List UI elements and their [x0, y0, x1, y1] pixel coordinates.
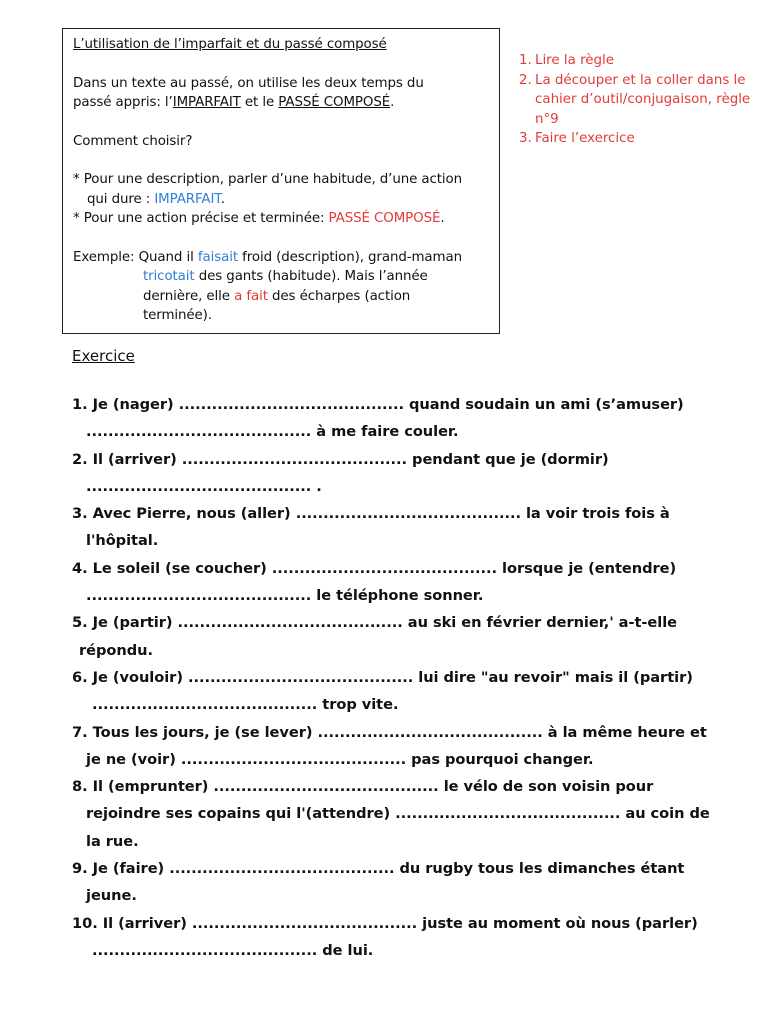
imparfait-term: IMPARFAIT — [172, 95, 241, 110]
rule-example-line1 — [73, 248, 499, 268]
instruction-steps — [519, 51, 768, 149]
step-number: 1. — [519, 53, 532, 68]
intro-text: passé appris: l’ — [73, 95, 173, 110]
example-text: Quand il — [138, 249, 198, 265]
exercise-line: je ne (voir) ......................................... pas pourquoi changer. — [86, 750, 594, 768]
example-verb-passe-compose: a fait — [234, 288, 268, 304]
exercise-line: 3. Avec Pierre, nous (aller) ......................................... la voir trois fois à — [72, 505, 670, 523]
exercise-line: rejoindre ses copains qui l'(attendre) ......................................... au coin de — [86, 805, 710, 823]
bullet-text: * Pour une action précise et terminée: — [73, 211, 329, 226]
exercise-line: 1. Je (nager) ......................................... quand soudain un ami (s’amuser) — [72, 396, 684, 413]
exercise-line: ......................................... . — [86, 477, 322, 495]
step-text: La découper et la coller dans le cahier d’outil/conjugaison, règle n°9 — [535, 72, 751, 127]
example-label: Exemple: — [73, 249, 139, 265]
bullet-text: . — [220, 191, 225, 207]
exercise-line: ......................................... le téléphone sonner. — [86, 587, 484, 605]
exercise-line: 5. Je (partir) ......................................... au ski en février dernier,' a-t-elle — [72, 614, 678, 632]
bullet-text: . — [440, 211, 445, 226]
exercise-line: ......................................... trop vite. — [92, 696, 399, 714]
step-number: 3. — [519, 131, 532, 146]
step-text: Faire l’exercice — [535, 131, 635, 146]
rule-example-line3 — [73, 287, 499, 307]
exercise-line: 10. Il (arriver) ......................................... juste au moment où nous (parler) — [72, 914, 698, 932]
exercise-line: répondu. — [79, 641, 153, 659]
passe-compose-highlight: PASSÉ COMPOSÉ — [328, 211, 441, 226]
exercise-line: 7. Tous les jours, je (se lever) ......................................... à la même heure et — [72, 723, 707, 741]
exercise-line: ......................................... à me faire couler. — [86, 423, 459, 441]
exercise-line: 9. Je (faire) ......................................... du rugby tous les dimanches étant — [72, 860, 685, 878]
exercise-line: jeune. — [86, 887, 137, 905]
exercise-line: 4. Le soleil (se coucher) ......................................... lorsque je (entendre) — [72, 559, 677, 577]
step-item — [519, 71, 768, 130]
example-verb-imparfait: tricotait — [143, 269, 195, 284]
bullet-text: qui dure : — [87, 191, 155, 207]
exercise-line: 8. Il (emprunter) ......................................... le vélo de son voisin pour — [72, 778, 654, 796]
example-verb-imparfait: faisait — [197, 249, 238, 265]
exercise-line: 6. Je (vouloir) ......................................... lui dire "au revoir" mais il (partir) — [72, 668, 693, 686]
rule-bullet1-line2 — [73, 190, 499, 210]
rule-bullet1-line1: * Pour une description, parler d’une habitude, d’une action — [73, 172, 463, 187]
exercise-line: l'hôpital. — [86, 532, 159, 550]
step-item — [519, 129, 768, 149]
step-item — [519, 51, 768, 71]
step-number: 2. — [519, 72, 532, 88]
rule-example-line2 — [73, 267, 499, 287]
intro-text: et le — [240, 95, 279, 110]
rule-intro-line2 — [73, 93, 499, 113]
step-text: Lire la règle — [535, 53, 614, 68]
example-text: des écharpes (action — [267, 288, 411, 304]
exercise-line: ......................................... de lui. — [92, 941, 374, 959]
rule-box — [62, 28, 500, 334]
exercise-line: la rue. — [86, 832, 139, 850]
rule-title: L’utilisation de l’imparfait et du passé composé — [73, 37, 387, 52]
example-text: dernière, elle — [143, 288, 235, 304]
exercise-list — [72, 391, 712, 964]
example-text: des gants (habitude). Mais l’année — [194, 269, 428, 284]
intro-text: . — [390, 95, 395, 110]
rule-example-line4: terminée). — [143, 308, 212, 323]
imparfait-highlight: IMPARFAIT — [154, 191, 221, 207]
rule-intro-line1: Dans un texte au passé, on utilise les deux temps du — [73, 75, 424, 91]
passe-compose-term: PASSÉ COMPOSÉ — [278, 95, 391, 110]
example-text: froid (description), grand-maman — [237, 249, 462, 265]
exercise-title: Exercice — [72, 347, 135, 365]
exercise-line: 2. Il (arriver) ......................................... pendant que je (dormir) — [72, 450, 609, 468]
rule-question: Comment choisir? — [73, 133, 193, 149]
rule-bullet2 — [73, 209, 499, 229]
